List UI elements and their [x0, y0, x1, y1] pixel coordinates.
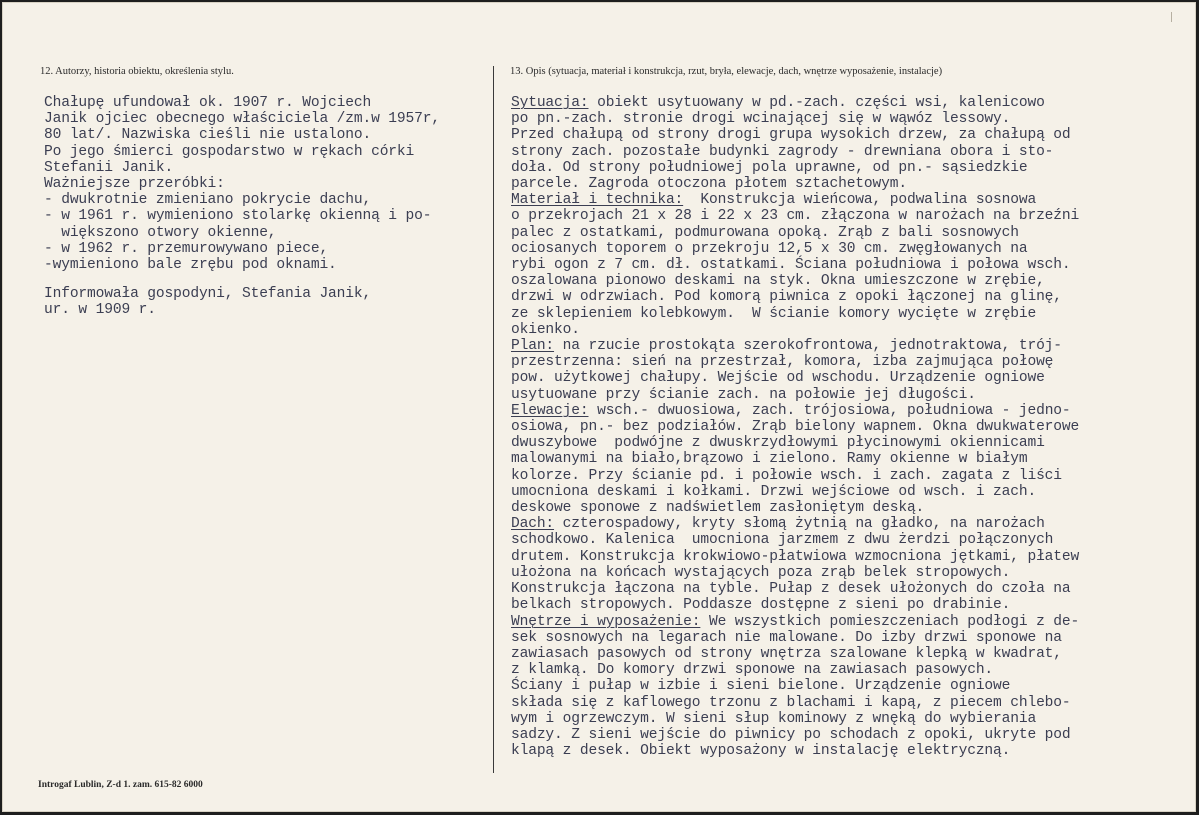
typed-line: belkach stropowych. Poddasze dostępne z sieni po drabinie. [511, 597, 1011, 614]
typed-line: Konstrukcja wieńcowa, podwalina sosnowa [683, 192, 1037, 209]
typed-line: sek sosnowych na legarach nie malowane. Do izby drzwi sponowe na [511, 629, 1062, 646]
typed-line: kolorze. Przy ścianie pd. i połowie wsch. i zach. zagata z liści [511, 467, 1062, 484]
paragraph-label: Dach: [511, 516, 555, 533]
typed-line: parcele. Zagroda otoczona płotem sztachetowym. [511, 176, 907, 193]
typed-line: - w 1961 r. wymieniono stolarkę okienną i po- [44, 208, 432, 225]
typed-line: - w 1962 r. przemurowywano piece, [44, 240, 329, 257]
typed-line: po pn.-zach. stronie drogi wcinającej się w wąwóz lessowy. [511, 111, 1011, 128]
typed-line: o przekrojach 21 x 28 i 22 x 23 cm. złączona w narożach na brzeźni [511, 208, 1080, 225]
typed-line: Informowała gospodyni, Stefania Janik, [44, 286, 372, 302]
typed-line: przestrzenna: sień na przestrzał, komora, izba zajmująca połowę [511, 354, 1054, 371]
typed-line: Ściany i pułap w izbie i sieni bielone. Urządzenie ogniowe [511, 678, 1011, 695]
paragraph-label: Wnętrze i wyposażenie: [511, 613, 701, 630]
section-heading-history: 12. Autorzy, historia obiektu, określenia stylu. [40, 66, 234, 77]
typed-line: wsch.- dwuosiowa, zach. trójosiowa, południowa - jedno- [588, 402, 1071, 419]
typed-line: -wymieniono bale zrębu pod oknami. [44, 257, 337, 274]
typed-line: ze sklepieniem kolebkowym. W ścianie komory wycięte w zrębie [511, 305, 1037, 322]
typed-line: Ważniejsze przeróbki: [44, 176, 225, 193]
typed-line: Przed chałupą od strony drogi grupa wysokich drzew, za chałupą od [511, 127, 1071, 144]
typed-line: strony zach. pozostałe budynki zagrody - drewniana obora i sto- [511, 143, 1054, 160]
typed-line: Janik ojciec obecnego właściciela /zm.w 1957r, [44, 111, 440, 128]
left-column [2, 2, 492, 812]
informant-text [44, 286, 371, 318]
typed-line: ociosanych toporem o przekroju 12,5 x 30 cm. zwęgłowanych na [511, 240, 1028, 257]
typed-line: - dwukrotnie zmieniano pokrycie dachu, [44, 192, 372, 209]
typed-line: pow. użytkowej chałupy. Wejście od wschodu. Urządzenie ogniowe [511, 370, 1045, 387]
column-divider [493, 66, 494, 773]
typed-line: ułożona na końcach wystających poza zrąb belek stropowych. [511, 564, 1011, 581]
typed-line: Stefanii Janik. [44, 159, 174, 176]
typed-line: We wszystkich pomieszczeniach podłogi z de- [700, 613, 1080, 630]
history-text [44, 95, 440, 273]
typed-line: Konstrukcja łączona na tyble. Pułap z desek ułożonych do czoła na [511, 581, 1071, 598]
right-column [496, 2, 1196, 812]
typed-line: Chałupę ufundował ok. 1907 r. Wojciech [44, 95, 372, 111]
typed-line: drutem. Konstrukcja krokwiowo-płatwiowa wzmocniona jętkami, płatew [511, 548, 1080, 565]
typed-line: klapą z desek. Obiekt wyposażony w instalację elektryczną. [511, 743, 1011, 760]
printer-imprint: Introgaf Lublin, Z-d 1. zam. 615-82 6000 [38, 780, 203, 790]
typed-line: na rzucie prostokąta szerokofrontowa, jednotraktowa, trój- [554, 338, 1062, 355]
typed-line: dwuszybowe podwójne z dwuskrzydłowymi płycinowymi okiennicami [511, 435, 1045, 452]
description-text [511, 95, 1079, 759]
typed-line: usytuowane przy ścianie zach. na połowie jej długości. [511, 386, 976, 403]
typed-line: umocniona deskami i kołkami. Drzwi wejściowe od wsch. i zach. [511, 483, 1037, 500]
paragraph-label: Plan: [511, 338, 555, 355]
inventory-card [2, 2, 1196, 812]
typed-line: z klamką. Do komory drzwi sponowe na zawiasach pasowych. [511, 662, 994, 679]
typed-line: malowanymi na biało,brązowo i zielono. Ramy okienne w białym [511, 451, 1028, 468]
section-heading-description: 13. Opis (sytuacja, materiał i konstrukcja, rzut, bryła, elewacje, dach, wnętrze wyposażenie, instalacje) [510, 66, 943, 77]
typed-line: drzwi w odrzwiach. Pod komorą piwnica z opoki łączonej na glinę, [511, 289, 1062, 306]
typed-line: deskowe sponowe z nadświetlem zasłoniętym deską. [511, 500, 925, 517]
typed-line: obiekt usytuowany w pd.-zach. części wsi, kalenicowo [588, 95, 1045, 111]
typed-line: palec z ostatkami, podmurowana opoką. Zrąb z bali sosnowych [511, 224, 1019, 241]
typed-line: rybi ogon z 7 cm. dł. ostatkami. Ściana południowa i połowa wsch. [511, 257, 1071, 274]
typed-line: ur. w 1909 r. [44, 302, 156, 319]
typed-line: okienko. [511, 321, 580, 338]
typed-line: większono otwory okienne, [44, 224, 277, 241]
typed-line: oszalowana pionowo deskami na styk. Okna umieszczone w zrębie, [511, 273, 1045, 290]
typed-line: schodkowo. Kalenica umocniona jarzmem z dwu żerdzi połączonych [511, 532, 1054, 549]
paragraph-label: Sytuacja: [511, 95, 589, 111]
paragraph-label: Materiał i technika: [511, 192, 684, 209]
typed-line: sadzy. Z sieni wejście do piwnicy po schodach z opoki, ukryte pod [511, 726, 1071, 743]
typed-line: składa się z kaflowego trzonu z blachami i kapą, z piecem chlebo- [511, 694, 1071, 711]
typed-line: czterospadowy, kryty słomą żytnią na gładko, na narożach [554, 516, 1045, 533]
paragraph-label: Elewacje: [511, 402, 589, 419]
typed-line: 80 lat/. Nazwiska cieśli nie ustalono. [44, 127, 372, 144]
typed-line: doła. Od strony południowej pola uprawne, od pn.- sąsiedzkie [511, 159, 1028, 176]
typed-line: wym i ogrzewczym. W sieni słup kominowy z wnęką do wybierania [511, 710, 1037, 727]
typed-line: Po jego śmierci gospodarstwo w rękach córki [44, 143, 415, 160]
typed-line: zawiasach pasowych od strony wnętrza szalowane klepką w kwadrat, [511, 645, 1062, 662]
typed-line: osiowa, pn.- bez podziałów. Zrąb bielony wapnem. Okna dwukwaterowe [511, 419, 1080, 436]
